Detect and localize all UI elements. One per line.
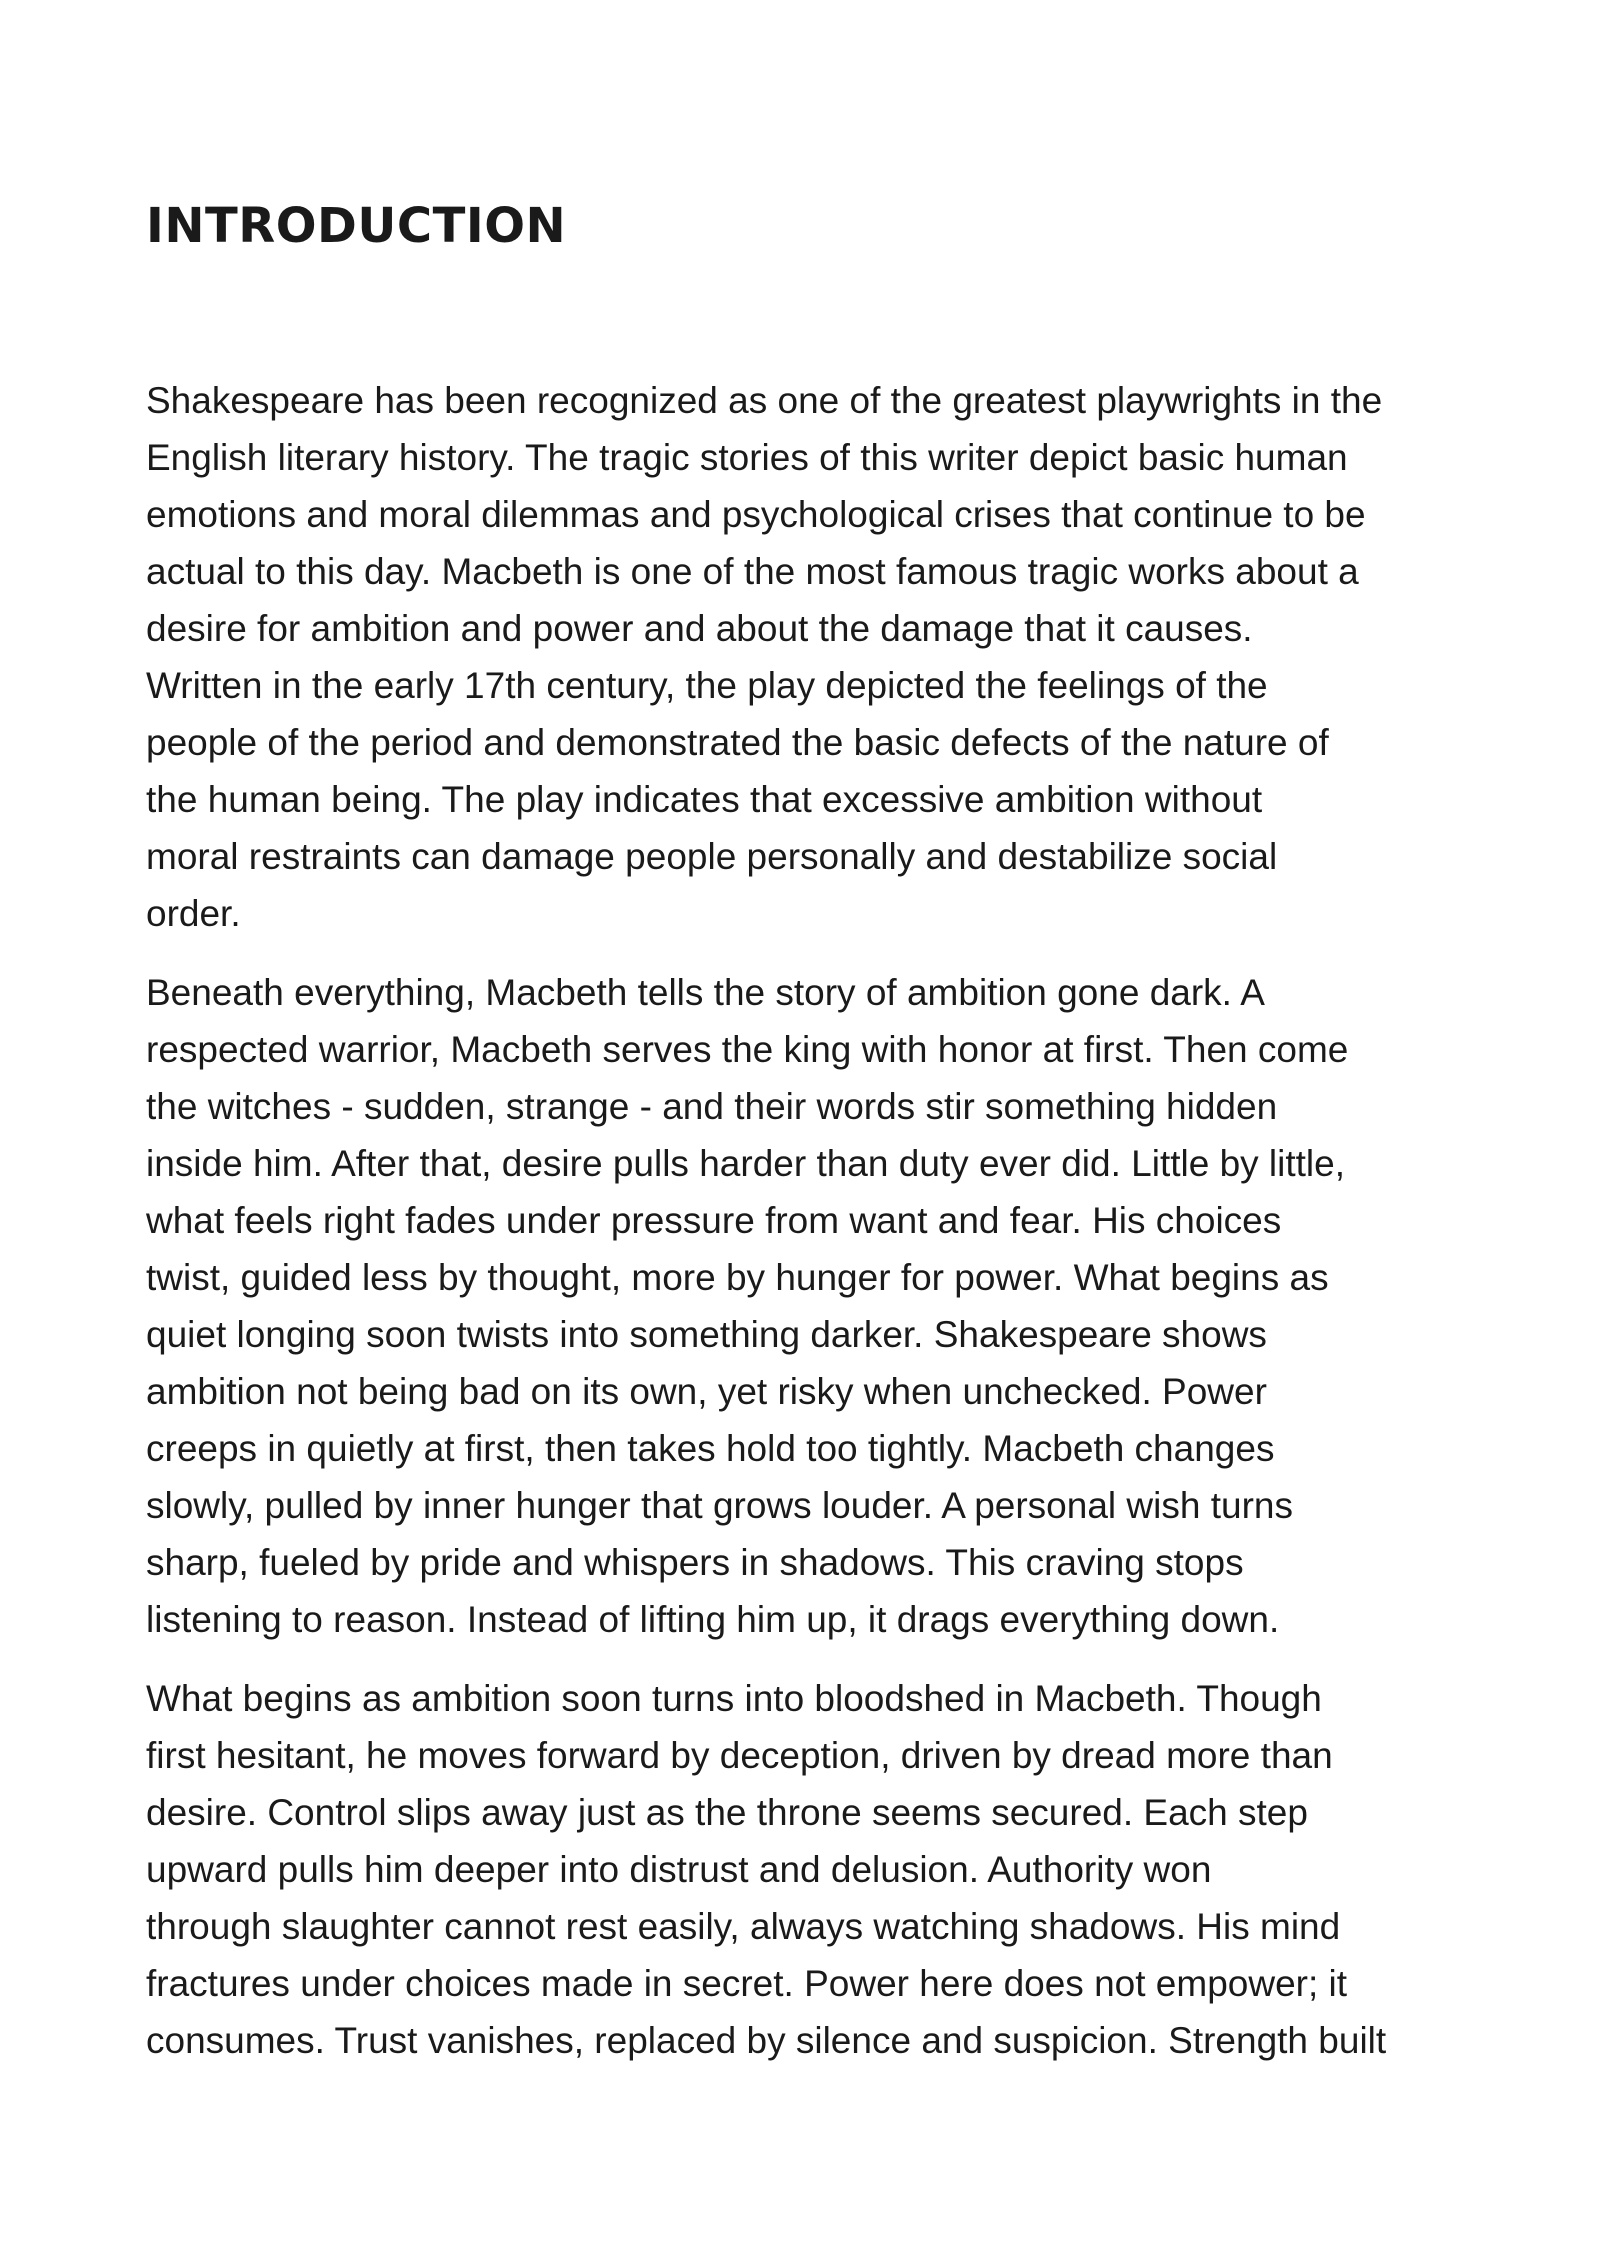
text-line: What begins as ambition soon turns into bloodshed in Macbeth. Though [146,1678,1322,1719]
text-line: Beneath everything, Macbeth tells the story of ambition gone dark. A [146,972,1265,1013]
text-line: respected warrior, Macbeth serves the king with honor at first. Then come [146,1029,1349,1070]
text-line: consumes. Trust vanishes, replaced by silence and suspicion. Strength built [146,2020,1387,2061]
text-line: desire. Control slips away just as the throne seems secured. Each step [146,1792,1308,1833]
text-line: actual to this day. Macbeth is one of the most famous tragic works about a [146,551,1359,592]
text-line: through slaughter cannot rest easily, always watching shadows. His mind [146,1906,1341,1947]
text-line: the witches - sudden, strange - and their words stir something hidden [146,1086,1278,1127]
text-line: Written in the early 17th century, the play depicted the feelings of the [146,665,1268,706]
text-line: order. [146,893,241,934]
text-line: listening to reason. Instead of lifting him up, it drags everything down. [146,1599,1280,1640]
text-line: twist, guided less by thought, more by hunger for power. What begins as [146,1257,1329,1298]
section-heading: INTRODUCTION [146,198,567,254]
text-line: the human being. The play indicates that excessive ambition without [146,779,1263,820]
paragraph-2 [146,964,1476,1648]
text-line: emotions and moral dilemmas and psychological crises that continue to be [146,494,1366,535]
text-line: people of the period and demonstrated the basic defects of the nature of [146,722,1329,763]
text-line: sharp, fueled by pride and whispers in shadows. This craving stops [146,1542,1244,1583]
text-line: what feels right fades under pressure from want and fear. His choices [146,1200,1282,1241]
body-text [146,372,1476,2091]
text-line: first hesitant, he moves forward by deception, driven by dread more than [146,1735,1333,1776]
text-line: upward pulls him deeper into distrust and delusion. Authority won [146,1849,1212,1890]
text-line: English literary history. The tragic stories of this writer depict basic human [146,437,1348,478]
text-line: desire for ambition and power and about the damage that it causes. [146,608,1253,649]
text-line: inside him. After that, desire pulls harder than duty ever did. Little by little, [146,1143,1346,1184]
text-line: quiet longing soon twists into something darker. Shakespeare shows [146,1314,1267,1355]
text-line: moral restraints can damage people personally and destabilize social [146,836,1278,877]
text-line: creeps in quietly at first, then takes hold too tightly. Macbeth changes [146,1428,1275,1469]
text-line: slowly, pulled by inner hunger that grows louder. A personal wish turns [146,1485,1293,1526]
text-line: ambition not being bad on its own, yet risky when unchecked. Power [146,1371,1267,1412]
text-line: Shakespeare has been recognized as one of the greatest playwrights in the [146,380,1383,421]
paragraph-1 [146,372,1476,942]
text-line: fractures under choices made in secret. Power here does not empower; it [146,1963,1348,2004]
paragraph-3 [146,1670,1476,2069]
